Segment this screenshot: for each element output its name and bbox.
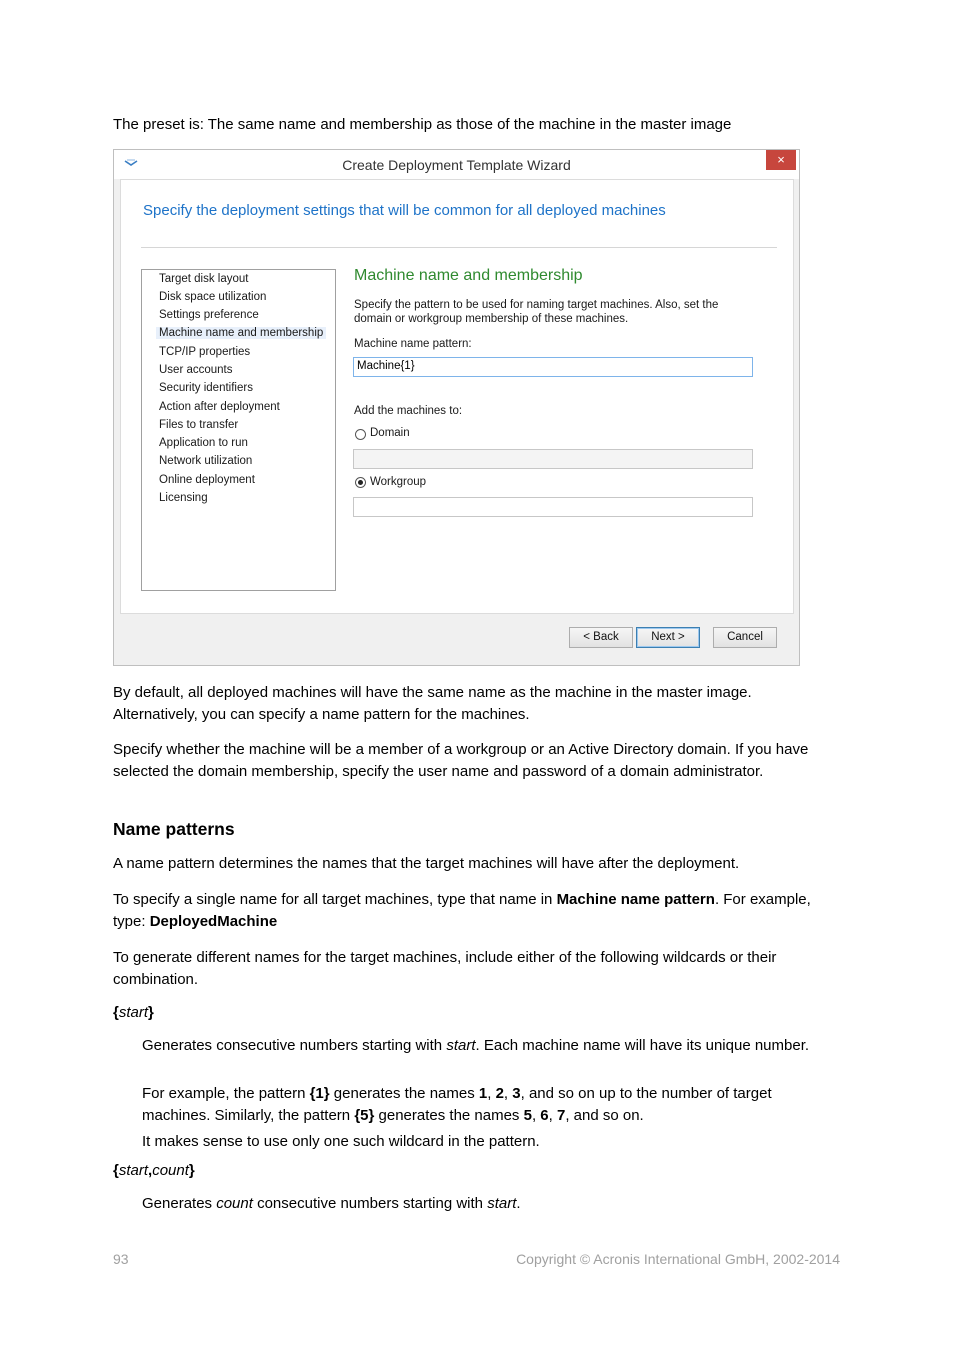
- step-network-utilization[interactable]: Network utilization: [159, 455, 253, 467]
- paragraph-single-name: To specify a single name for all target machines, type that name in Machine name pattern. For example, type: DeployedMachine: [113, 891, 811, 930]
- close-icon[interactable]: ×: [766, 150, 796, 170]
- wizard-heading: Specify the deployment settings that will be common for all deployed machines: [143, 202, 666, 219]
- step-target-disk-layout[interactable]: Target disk layout: [159, 273, 249, 285]
- description-line-1: Specify the pattern to be used for naming target machines. Also, set the: [354, 299, 719, 311]
- wildcard-start-count-term: {start,count}: [113, 1162, 195, 1179]
- wizard-step-list: [141, 269, 336, 591]
- domain-label: Domain: [370, 427, 410, 439]
- wildcard-start-example: For example, the pattern {1} generates the names 1, 2, 3, and so on up to the number of target machines. Similarly, the pattern {5} generates the names 5, 6, 7, and so on.: [142, 1085, 772, 1124]
- step-action-after-deployment[interactable]: Action after deployment: [159, 401, 280, 413]
- cancel-button[interactable]: Cancel: [713, 627, 777, 648]
- next-button[interactable]: Next >: [636, 627, 700, 648]
- wizard-titlebar: [114, 150, 799, 179]
- name-pattern-input[interactable]: Machine{1}: [353, 357, 753, 377]
- step-online-deployment[interactable]: Online deployment: [159, 474, 255, 486]
- step-tcp-ip-properties[interactable]: TCP/IP properties: [159, 346, 251, 358]
- add-machines-label: Add the machines to:: [354, 405, 463, 417]
- paragraph-default-name: By default, all deployed machines will have the same name as the machine in the master image. Alternatively, you can specify a name pattern for the machines.: [113, 684, 752, 723]
- paragraph-membership: Specify whether the machine will be a member of a workgroup or an Active Directory domain. If you have selected the domain membership, specify the user name and password of a domain administrator.: [113, 741, 809, 780]
- domain-input[interactable]: [353, 449, 753, 469]
- description-line-2: domain or workgroup membership of these machines.: [354, 313, 629, 325]
- wizard-body: [120, 179, 794, 614]
- step-files-to-transfer[interactable]: Files to transfer: [159, 419, 239, 431]
- wildcard-start-description: Generates consecutive numbers starting with start. Each machine name will have its unique number.: [142, 1037, 810, 1054]
- workgroup-input[interactable]: [353, 497, 753, 517]
- heading-name-patterns: Name patterns: [113, 819, 235, 839]
- step-user-accounts[interactable]: User accounts: [159, 364, 233, 376]
- name-pattern-label: Machine name pattern:: [354, 338, 472, 350]
- step-application-to-run[interactable]: Application to run: [159, 437, 248, 449]
- copyright-notice: Copyright © Acronis International GmbH, 2002-2014: [516, 1251, 840, 1267]
- paragraph-wildcards: To generate different names for the target machines, include either of the following wildcards or their combination.: [113, 949, 777, 988]
- page-number: 93: [113, 1251, 129, 1267]
- wizard-title: Create Deployment Template Wizard: [342, 157, 571, 173]
- wildcard-start-term: {start}: [113, 1004, 154, 1021]
- step-licensing[interactable]: Licensing: [159, 492, 208, 504]
- step-security-identifiers[interactable]: Security identifiers: [159, 382, 253, 394]
- back-button[interactable]: < Back: [569, 627, 633, 648]
- workgroup-radio[interactable]: [355, 477, 366, 488]
- paragraph-name-pattern-intro: A name pattern determines the names that the target machines will have after the deployment.: [113, 855, 740, 872]
- step-machine-name-and-membership[interactable]: Machine name and membership: [156, 327, 326, 339]
- step-settings-preference[interactable]: Settings preference: [159, 309, 259, 321]
- section-title: Machine name and membership: [354, 267, 583, 284]
- intro-text: The preset is: The same name and membership as those of the machine in the master image: [113, 116, 732, 133]
- domain-radio[interactable]: [355, 429, 366, 440]
- wildcard-start-count-description: Generates count consecutive numbers starting with start.: [142, 1195, 521, 1212]
- workgroup-label: Workgroup: [370, 476, 427, 488]
- deployment-wizard-window: [113, 149, 800, 666]
- wildcard-start-note: It makes sense to use only one such wildcard in the pattern.: [142, 1133, 540, 1150]
- step-disk-space-utilization[interactable]: Disk space utilization: [159, 291, 267, 303]
- heading-divider: [141, 247, 777, 248]
